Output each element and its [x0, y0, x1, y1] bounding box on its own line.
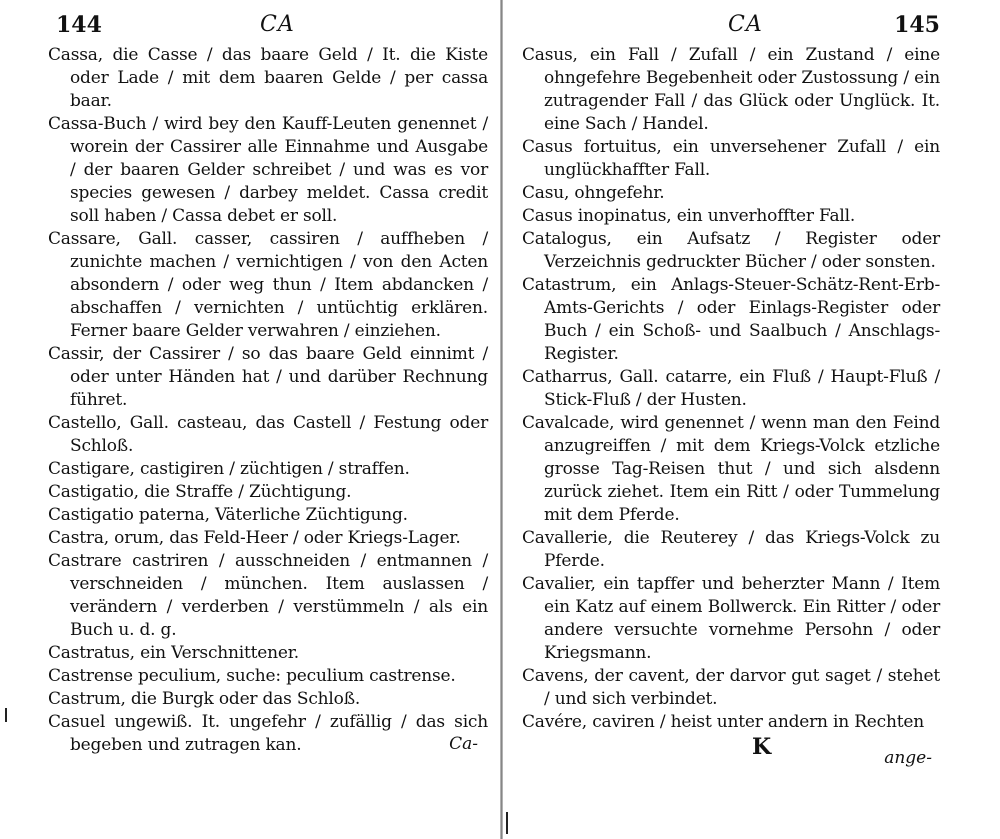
entry-headword: Casus inopinatus: [522, 206, 667, 226]
entry-headword: Cavére: [522, 712, 582, 732]
entry-definition: , die Straffe / Züchtigung.: [133, 482, 352, 502]
entry-headword: Casus fortuitus: [522, 137, 657, 157]
entry-headword: Cavalcade: [522, 413, 610, 433]
dictionary-entry: [522, 527, 940, 573]
dictionary-entry: [522, 44, 940, 136]
right-page-header: [522, 8, 940, 44]
entry-headword: Cavallerie: [522, 528, 608, 548]
entry-definition: , ein Anlags-Steuer-Schätz-Rent-Erb-Amts-Gerichts / oder Einlags-Register oder Buch / ein Schoß- und Saalbuch / Anschlags-Register.: [544, 275, 940, 364]
book-gutter: [500, 0, 503, 839]
left-running-head: CA: [260, 12, 295, 37]
entry-definition: , wird genennet / wenn man den Feind anzugreiffen / mit dem Kriegs-Volck etzliche grosse Tag-Reisen thut / und sich alsdenn zurück ziehet. Item ein Ritt / oder Tummelung mit dem Pferde.: [544, 413, 940, 525]
dictionary-entry: [48, 113, 488, 228]
entry-headword: Casus: [522, 45, 573, 65]
dictionary-entry: [48, 228, 488, 343]
dictionary-entry: [48, 688, 488, 711]
entry-definition: , ein tapffer und beherzter Mann / Item ein Katz auf einem Bollwerck. Ein Ritter / oder andere versuchte vornehme Persohn / oder Kriegsmann.: [544, 574, 940, 663]
entry-headword: Casu: [522, 183, 565, 203]
entry-headword: Castra: [48, 528, 104, 548]
dictionary-entry: [522, 711, 940, 734]
dictionary-entry: [48, 412, 488, 458]
left-page-header: [48, 8, 488, 44]
entry-headword: Castrare: [48, 551, 122, 571]
entry-headword: Cassare: [48, 229, 116, 249]
entry-definition: , ein Verschnittener.: [129, 643, 300, 663]
entry-definition: , Gall. catarre, ein Fluß / Haupt-Fluß / Stick-Fluß / der Husten.: [544, 367, 940, 410]
dictionary-entry: [522, 228, 940, 274]
dictionary-entry: [522, 665, 940, 711]
dictionary-entry: [522, 366, 940, 412]
entry-definition: , ein Aufsatz / Register oder Verzeichnis gedruckter Bücher / oder sonsten.: [544, 229, 940, 272]
right-running-head: CA: [728, 12, 763, 37]
dictionary-entry: [522, 573, 940, 665]
left-page: [48, 8, 488, 839]
entry-headword: Catastrum: [522, 275, 612, 295]
entry-definition: ungewiß. It. ungefehr / zufällig / das sich begeben und zutragen kan.: [70, 712, 488, 755]
entry-headword: Castigare: [48, 459, 130, 479]
dictionary-entry: [48, 44, 488, 113]
left-catchword: Ca-: [449, 734, 478, 754]
right-page-number: 145: [894, 12, 940, 38]
dictionary-entry: [522, 182, 940, 205]
dictionary-entry: [48, 343, 488, 412]
entry-headword: Castratus: [48, 643, 130, 663]
right-page: [522, 8, 940, 839]
dictionary-entry: [48, 665, 488, 688]
entry-definition: / wird bey den Kauff-Leuten genennet / worein der Cassirer alle Einnahme und Ausgabe / der baaren Gelder schreibet / und was es vor species gewesen / darbey meldet. Cassa credit soll haben / Cassa debet er soll.: [70, 114, 488, 226]
entry-headword: Catalogus: [522, 229, 607, 249]
entry-headword: Cassa: [48, 45, 98, 65]
entry-definition: , Gall. casser, cassiren / auffheben / zunichte machen / vernichtigen / von den Acten absondern / oder weg thun / Item abdancken / abschaffen / vernichten / untüchtig erklären. Ferner baare Gelder verwahren / einziehen.: [70, 229, 488, 341]
dictionary-entry: [522, 205, 940, 228]
entry-headword: Castrum: [48, 689, 121, 709]
entry-headword: Cassir: [48, 344, 100, 364]
entry-headword: Cavens: [522, 666, 584, 686]
entry-definition: , castigiren / züchtigen / straffen.: [129, 459, 410, 479]
signature-mark: K: [752, 734, 772, 760]
dictionary-entry: [48, 527, 488, 550]
right-entries: [522, 44, 940, 734]
entry-definition: , caviren / heist unter andern in Rechten: [581, 712, 924, 732]
entry-definition: , ein unverhoffter Fall.: [666, 206, 856, 226]
right-catchword: ange-: [884, 748, 932, 768]
left-page-number: 144: [56, 12, 102, 38]
margin-mark: [506, 812, 508, 834]
dictionary-entry: [522, 412, 940, 527]
left-entries: [48, 44, 488, 757]
entry-headword: Castrense peculium: [48, 666, 216, 686]
dictionary-entry: [522, 136, 940, 182]
entry-definition: , orum, das Feld-Heer / oder Kriegs-Lager.: [103, 528, 461, 548]
entry-headword: Cavalier: [522, 574, 591, 594]
dictionary-entry: [48, 642, 488, 665]
dictionary-entry: [48, 550, 488, 642]
entry-definition: , Väterliche Züchtigung.: [204, 505, 408, 525]
margin-mark: [5, 708, 7, 722]
entry-definition: , die Reuterey / das Kriegs-Volck zu Pferde.: [544, 528, 940, 571]
entry-definition: castriren / ausschneiden / entmannen / verschneiden / münchen. Item auslassen / verändern / verderben / verstümmeln / als ein Buch u. d. g.: [70, 551, 488, 640]
entry-definition: , die Burgk oder das Schloß.: [120, 689, 361, 709]
entry-headword: Cassa-Buch: [48, 114, 147, 134]
entry-headword: Castigatio: [48, 482, 134, 502]
entry-definition: , Gall. casteau, das Castell / Festung oder Schloß.: [70, 413, 488, 456]
dictionary-entry: [48, 458, 488, 481]
dictionary-entry: [48, 711, 488, 757]
dictionary-entry: [48, 504, 488, 527]
entry-headword: Castello: [48, 413, 117, 433]
entry-definition: , ein Fall / Zufall / ein Zustand / eine ohngefehre Begebenheit oder Zustossung / ein zutragender Fall / das Glück oder Unglück. It. eine Sach / Handel.: [544, 45, 940, 134]
dictionary-entry: [48, 481, 488, 504]
entry-definition: , der cavent, der darvor gut saget / stehet / und sich verbindet.: [544, 666, 940, 709]
entry-headword: Castigatio paterna: [48, 505, 205, 525]
entry-definition: , suche: peculium castrense.: [215, 666, 456, 686]
entry-definition: , ohngefehr.: [564, 183, 665, 203]
dictionary-entry: [522, 274, 940, 366]
entry-definition: , die Casse / das baare Geld / It. die Kiste oder Lade / mit dem baaren Gelde / per cassa baar.: [70, 45, 488, 111]
entry-headword: Catharrus: [522, 367, 608, 387]
entry-definition: , ein unversehener Zufall / ein unglückhaffter Fall.: [544, 137, 940, 180]
entry-headword: Casuel: [48, 712, 106, 732]
entry-definition: , der Cassirer / so das baare Geld einnimt / oder unter Händen hat / und darüber Rechnung führet.: [70, 344, 488, 410]
